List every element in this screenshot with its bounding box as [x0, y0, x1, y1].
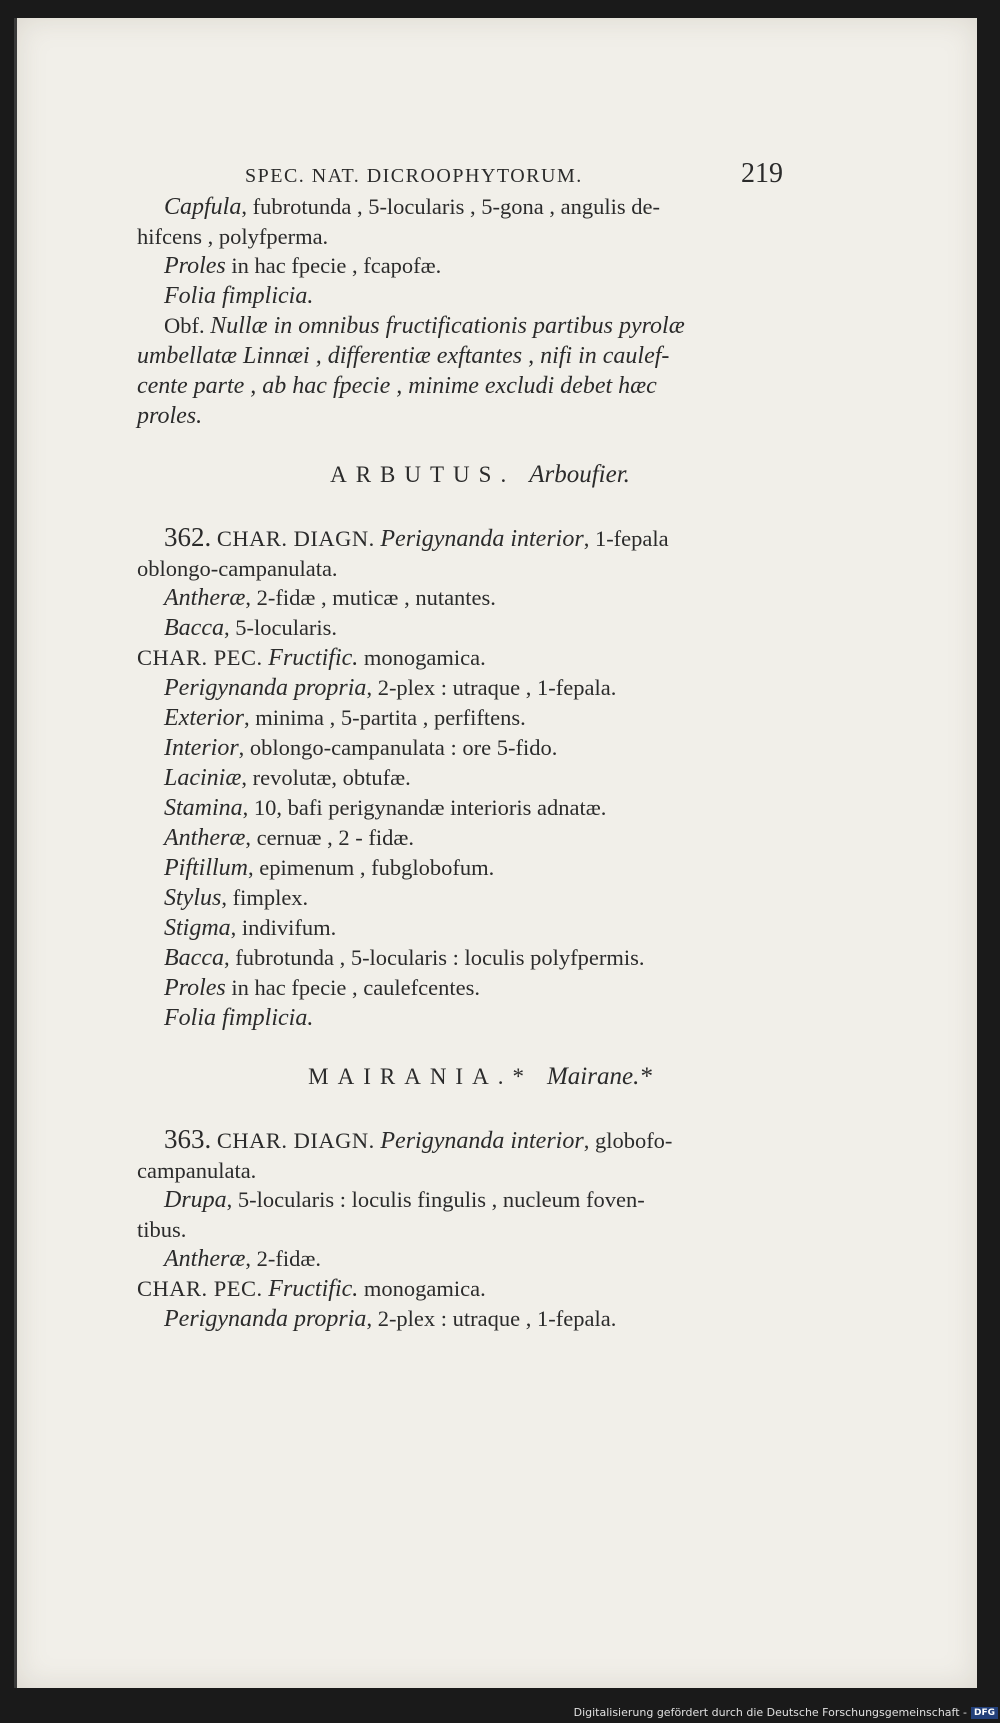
running-head	[245, 158, 783, 190]
entry-363: 363. CHAR. DIAGN. Perigynanda interior, globofo-	[164, 1124, 673, 1154]
text-line: Perigynanda propria, 2-plex : utraque , 1-fepala.	[164, 1306, 617, 1332]
text-line: proles.	[137, 403, 203, 429]
page-number: 219	[741, 158, 783, 189]
text-line: Piftillum, epimenum , fubglobofum.	[164, 855, 495, 881]
text-line: Stigma, indivifum.	[164, 915, 337, 941]
page-text	[137, 158, 783, 1334]
text-line: cente parte , ab hac fpecie , minime excludi debet hæc	[137, 373, 657, 399]
text-line: campanulata.	[137, 1158, 257, 1183]
text-line: CHAR. PEC. Fructific. monogamica.	[137, 645, 486, 671]
genus-heading-arbutus: ARBUTUS. Arboufier.	[330, 461, 630, 488]
text-line: CHAR. PEC. Fructific. monogamica.	[137, 1276, 486, 1302]
text-line: Bacca, 5-locularis.	[164, 615, 338, 641]
text-line: Antheræ, cernuæ , 2 - fidæ.	[164, 825, 415, 851]
entry-362: 362. CHAR. DIAGN. Perigynanda interior, 1-fepala	[164, 522, 669, 552]
text-line: hifcens , polyfperma.	[137, 224, 329, 249]
text-line: Folia fimplicia.	[164, 1005, 314, 1031]
text-line: Obf. Nullæ in omnibus fructificationis partibus pyrolæ	[164, 313, 685, 339]
text-line: tibus.	[137, 1217, 187, 1242]
text-line: Bacca, fubrotunda , 5-locularis : loculis polyfpermis.	[164, 945, 645, 971]
text-line: Antheræ, 2-fidæ.	[164, 1246, 321, 1272]
digitization-credit: Digitalisierung gefördert durch die Deutsche Forschungsgemeinschaft - DFG	[574, 1706, 998, 1719]
book-page	[14, 18, 977, 1688]
text-line: umbellatæ Linnæi , differentiæ exftantes , nifi in caulef-	[137, 343, 670, 369]
text-line: Exterior, minima , 5-partita , perfiftens.	[164, 705, 526, 731]
text-line: Antheræ, 2-fidæ , muticæ , nutantes.	[164, 585, 496, 611]
page-title: SPEC. NAT. DICROOPHYTORUM.	[245, 165, 583, 187]
text-line: oblongo-campanulata.	[137, 556, 338, 581]
text-line: Proles in hac fpecie , caulefcentes.	[164, 975, 481, 1001]
text-line: Proles in hac fpecie , fcapofæ.	[164, 253, 442, 279]
text-line: Stylus, fimplex.	[164, 885, 309, 911]
text-line: Laciniæ, revolutæ, obtufæ.	[164, 765, 411, 791]
dfg-logo: DFG	[971, 1707, 998, 1719]
genus-heading-mairania: MAIRANIA.* Mairane.*	[308, 1063, 652, 1090]
text-line: Folia fimplicia.	[164, 283, 314, 309]
text-line: Stamina, 10, bafi perigynandæ interioris adnatæ.	[164, 795, 607, 821]
text-line: Drupa, 5-locularis : loculis fingulis , nucleum foven-	[164, 1187, 645, 1213]
text-line: Capfula, fubrotunda , 5-locularis , 5-gona , angulis de-	[164, 194, 660, 220]
text-line: Perigynanda propria, 2-plex : utraque , 1-fepala.	[164, 675, 617, 701]
text-line: Interior, oblongo-campanulata : ore 5-fido.	[164, 735, 558, 761]
